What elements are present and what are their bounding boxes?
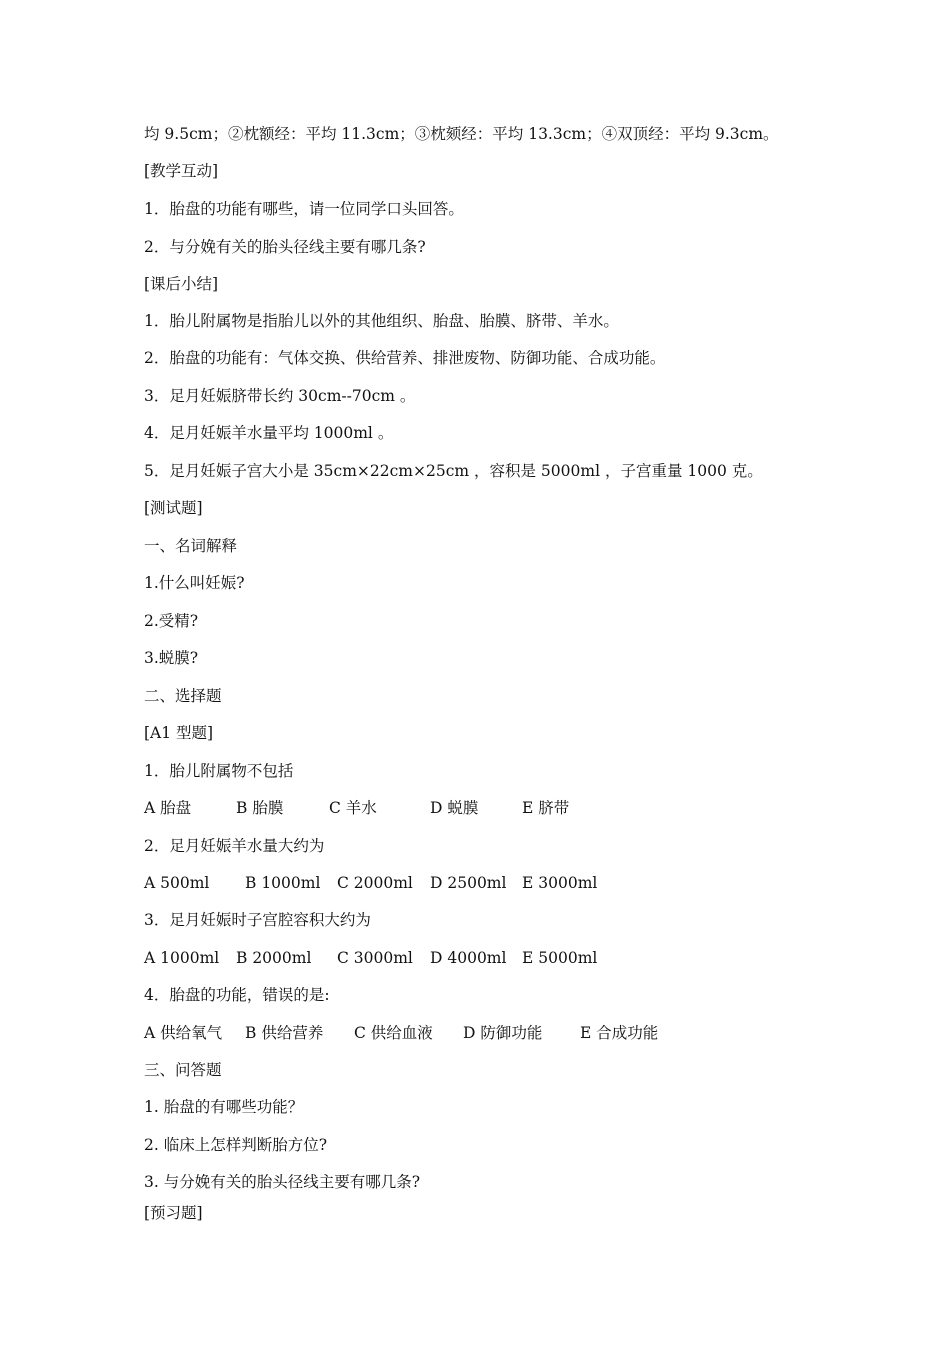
summary-item: 1．胎儿附属物是指胎儿以外的其他组织、胎盘、胎膜、脐带、羊水。 bbox=[144, 312, 619, 330]
term-item: 1.什么叫妊娠? bbox=[144, 574, 245, 592]
section-title: 三、问答题 bbox=[144, 1061, 222, 1079]
question-text: 3．足月妊娠时子宫腔容积大约为 bbox=[144, 911, 371, 929]
option: E 3000ml bbox=[522, 874, 598, 892]
qa-item: 3. 与分娩有关的胎头径线主要有哪几条? bbox=[144, 1173, 421, 1191]
option: D 4000ml bbox=[430, 949, 507, 967]
qa-item: 1. 胎盘的有哪些功能？ bbox=[144, 1098, 304, 1116]
intro-line: 均 9.5cm；②枕额经：平均 11.3cm；③枕颏经：平均 13.3cm；④双顶经：平均 9.3cm。 bbox=[144, 125, 779, 143]
term-item: 2.受精? bbox=[144, 612, 199, 630]
test-heading: [测试题] bbox=[144, 499, 203, 517]
option: B 供给营养 bbox=[245, 1024, 324, 1042]
option: C 供给血液 bbox=[354, 1024, 433, 1042]
option: E 合成功能 bbox=[580, 1024, 659, 1042]
option: B 胎膜 bbox=[236, 799, 284, 817]
option: C 羊水 bbox=[329, 799, 377, 817]
question-text: 4．胎盘的功能，错误的是: bbox=[144, 986, 330, 1004]
section-subtitle: [A1 型题] bbox=[144, 724, 214, 742]
summary-item: 4．足月妊娠羊水量平均 1000ml 。 bbox=[144, 424, 394, 442]
section-title: 二、选择题 bbox=[144, 687, 222, 705]
summary-item: 3．足月妊娠脐带长约 30cm--70cm 。 bbox=[144, 387, 416, 405]
teaching-item: 2．与分娩有关的胎头径线主要有哪几条? bbox=[144, 238, 426, 256]
question-text: 1．胎儿附属物不包括 bbox=[144, 762, 294, 780]
option: B 2000ml bbox=[236, 949, 312, 967]
summary-heading: [课后小结] bbox=[144, 275, 219, 293]
option: C 2000ml bbox=[337, 874, 413, 892]
qa-item: 2. 临床上怎样判断胎方位? bbox=[144, 1136, 328, 1154]
teaching-item: 1．胎盘的功能有哪些，请一位同学口头回答。 bbox=[144, 200, 464, 218]
option: E 脐带 bbox=[522, 799, 570, 817]
option: E 5000ml bbox=[522, 949, 598, 967]
option: D 防御功能 bbox=[463, 1024, 543, 1042]
option: B 1000ml bbox=[245, 874, 321, 892]
section-title: 一、名词解释 bbox=[144, 537, 238, 555]
preview-heading: [预习题] bbox=[144, 1204, 203, 1222]
option: A 500ml bbox=[144, 874, 210, 892]
summary-item: 2．胎盘的功能有：气体交换、供给营养、排泄废物、防御功能、合成功能。 bbox=[144, 349, 666, 367]
summary-item: 5．足月妊娠子宫大小是 35cm×22cm×25cm ，容积是 5000ml ，子宫重量 1000 克。 bbox=[144, 462, 763, 480]
option: A 1000ml bbox=[144, 949, 220, 967]
option: D 2500ml bbox=[430, 874, 507, 892]
question-text: 2．足月妊娠羊水量大约为 bbox=[144, 837, 325, 855]
term-item: 3.蜕膜? bbox=[144, 649, 199, 667]
option: A 供给氧气 bbox=[144, 1024, 223, 1042]
option: C 3000ml bbox=[337, 949, 413, 967]
teaching-heading: [教学互动] bbox=[144, 162, 219, 180]
option: D 蜕膜 bbox=[430, 799, 479, 817]
option: A 胎盘 bbox=[144, 799, 192, 817]
